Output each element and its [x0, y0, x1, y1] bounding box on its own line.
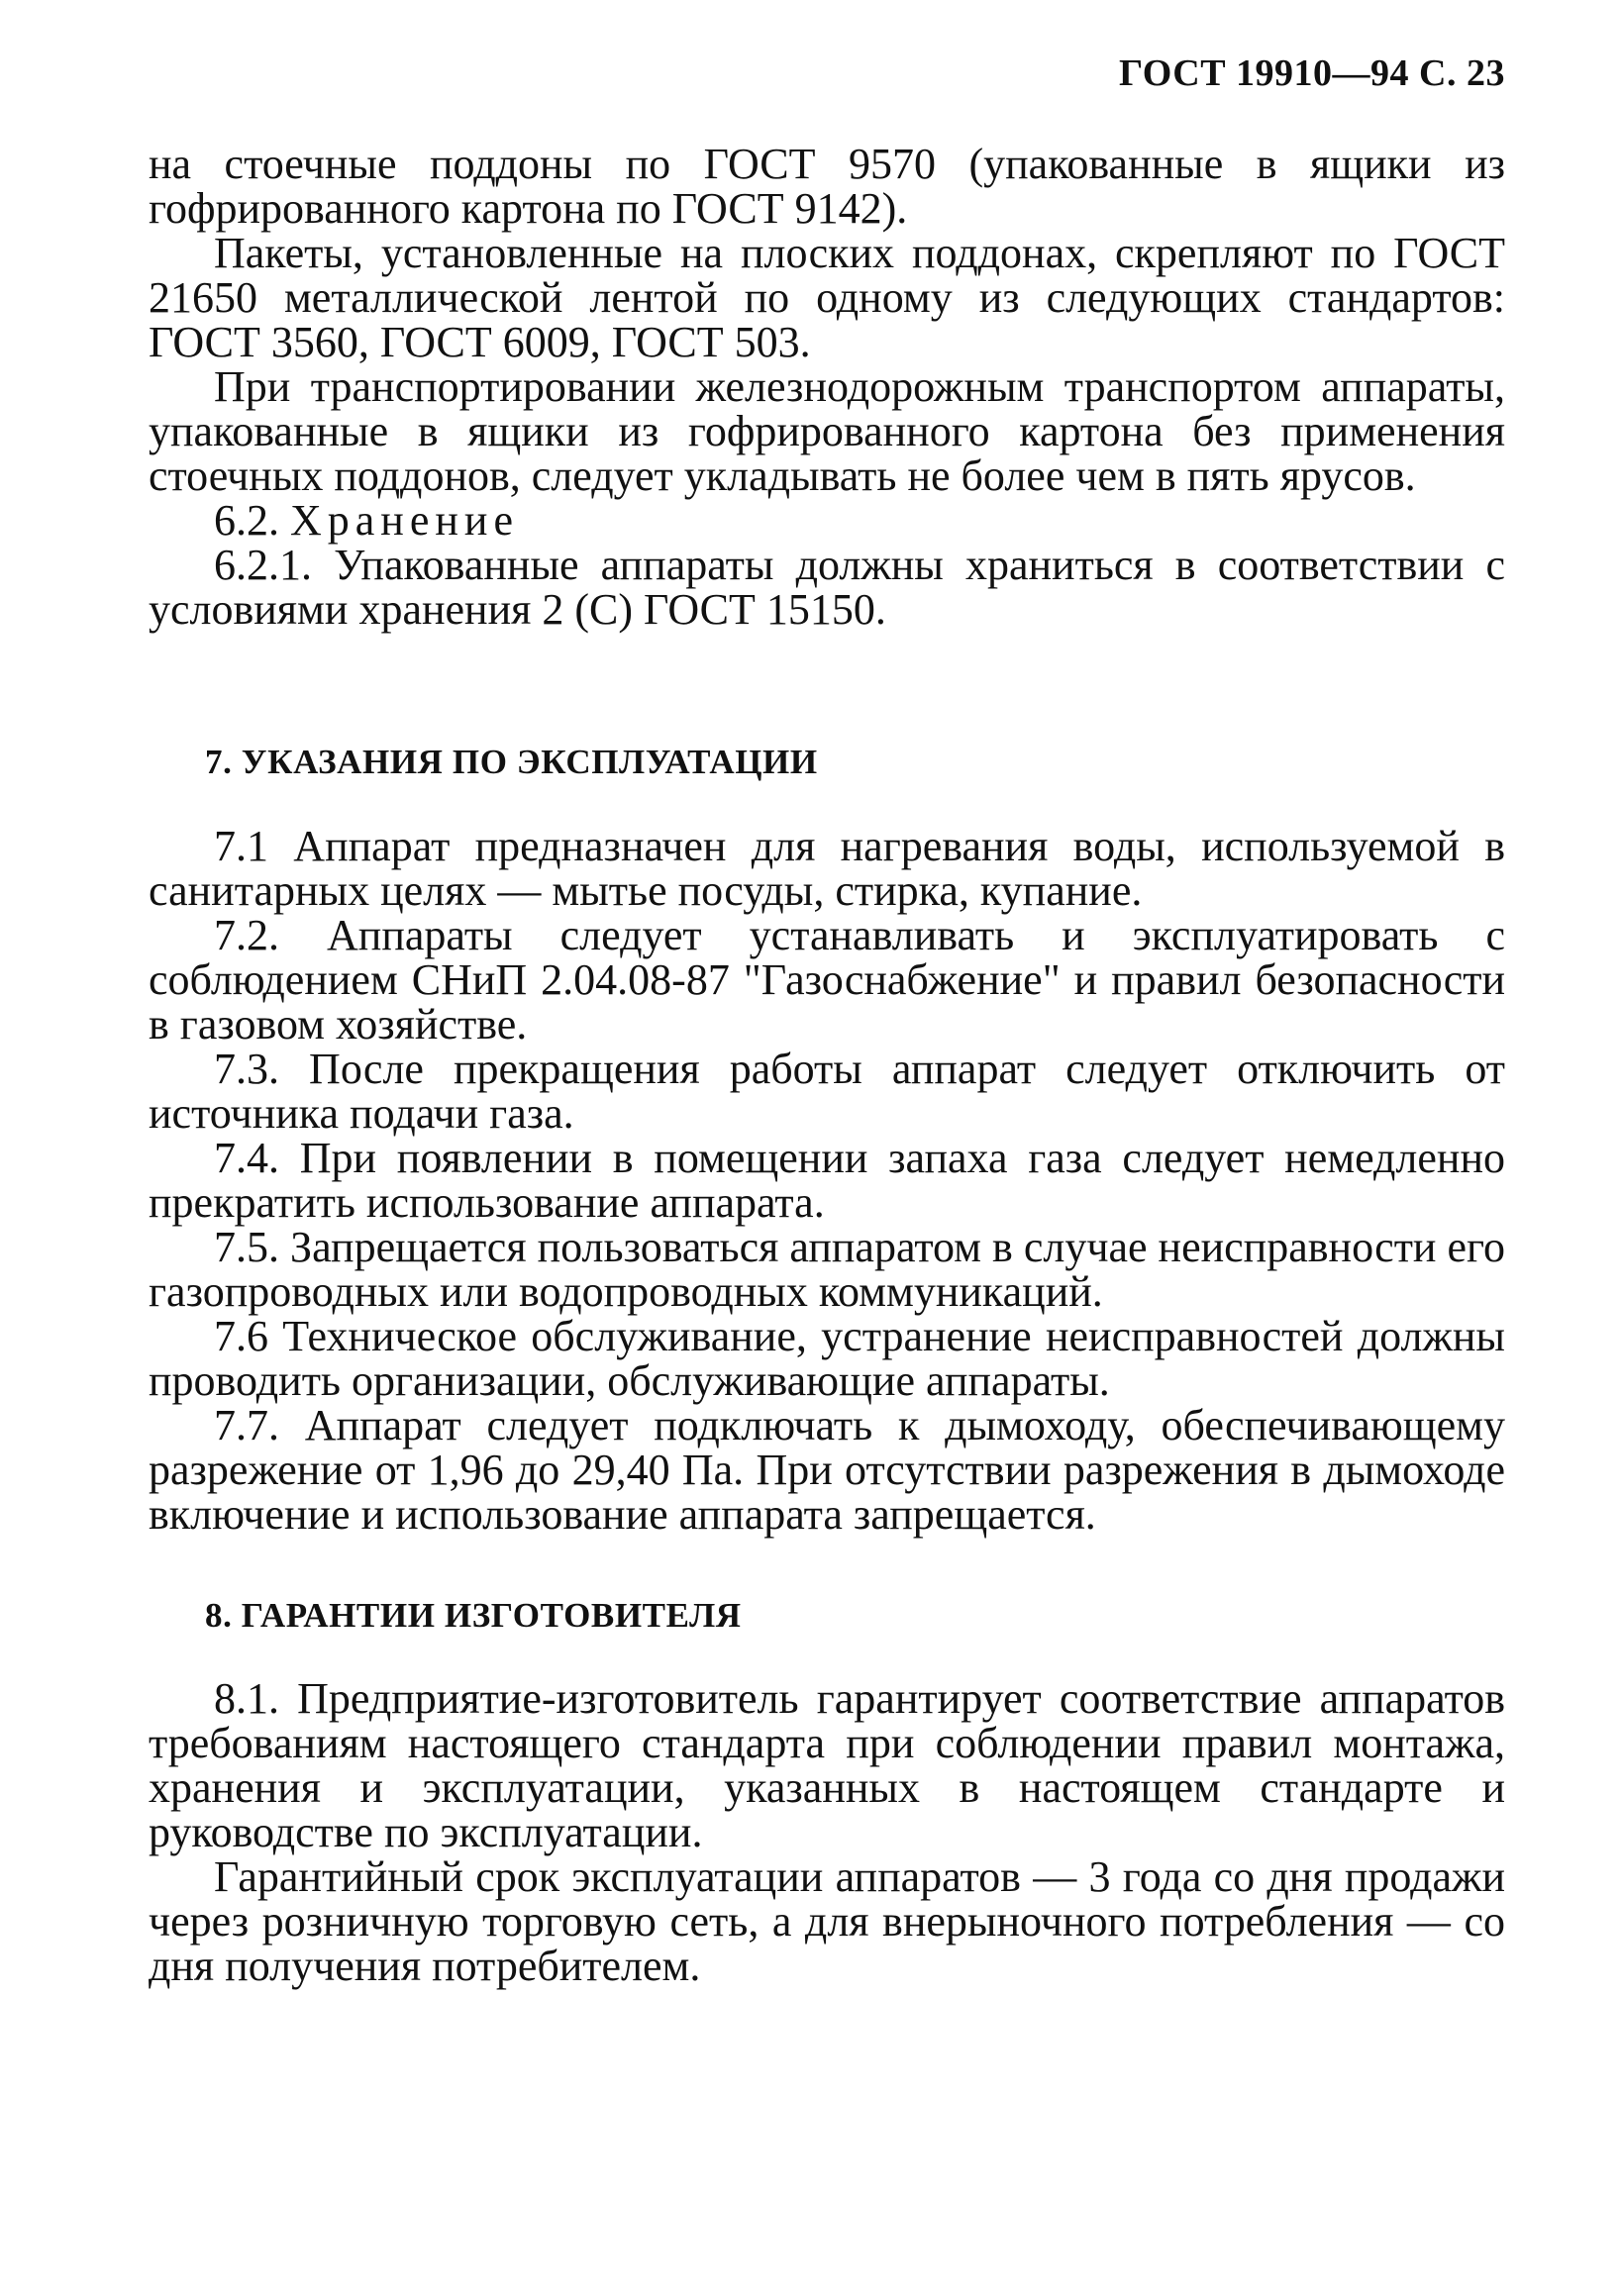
block-packaging	[149, 142, 1505, 632]
paragraph-7-4: 7.4. При появлении в помещении запаха газа следует немедленно прекратить использование аппарата.	[149, 1134, 1505, 1227]
running-head: ГОСТ 19910—94 С. 23	[1119, 52, 1505, 94]
subsection-6-2-heading	[149, 498, 1505, 543]
section-7-heading: 7. УКАЗАНИЯ ПО ЭКСПЛУАТАЦИИ	[205, 743, 818, 781]
paragraph-7-3: 7.3. После прекращения работы аппарат следует отключить от источника подачи газа.	[149, 1045, 1505, 1138]
paragraph-7-1: 7.1 Аппарат предназначен для нагревания воды, используемой в санитарных целях — мытье посуды, стирка, купание.	[149, 822, 1505, 915]
paragraph-warranty-term: Гарантийный срок эксплуатации аппаратов — 3 года со дня продажи через розничную торговую сеть, а для внерыночного потребления — со дня получения потребителем.	[149, 1852, 1505, 1990]
paragraph-8-1: 8.1. Предприятие-изготовитель гарантирует соответствие аппаратов требованиям настоящего стандарта при соблюдении правил монтажа, хранения и эксплуатации, указанных в настоящем стандарте и руководстве по эксплуатации.	[149, 1674, 1505, 1856]
paragraph-packets: Пакеты, установленные на плоских поддонах, скрепляют по ГОСТ 21650 металлической лентой по одному из следующих стандартов: ГОСТ 3560, ГОСТ 6009, ГОСТ 503.	[149, 229, 1505, 366]
paragraph-7-2: 7.2. Аппараты следует устанавливать и эксплуатировать с соблюдением СНиП 2.04.08-87 "Газоснабжение" и правил безопасности в газовом хозяйстве.	[149, 911, 1505, 1048]
subsection-6-2-number: 6.2.	[214, 496, 279, 545]
section-8-heading: 8. ГАРАНТИИ ИЗГОТОВИТЕЛЯ	[205, 1596, 742, 1635]
subsection-6-2-title: Хранение	[290, 496, 520, 545]
paragraph-continuation: на стоечные поддоны по ГОСТ 9570 (упакованные в ящики из гофрированного картона по ГОСТ 9142).	[149, 140, 1505, 233]
section-7-body	[149, 824, 1505, 1537]
paragraph-rail-transport: При транспортировании железнодорожным транспортом аппараты, упакованные в ящики из гофрированного картона без применения стоечных поддонов, следует укладывать не более чем в пять ярусов.	[149, 362, 1505, 500]
paragraph-7-6: 7.6 Техническое обслуживание, устранение неисправностей должны проводить организации, обслуживающие аппараты.	[149, 1312, 1505, 1405]
paragraph-7-7: 7.7. Аппарат следует подключать к дымоходу, обеспечивающему разрежение от 1,96 до 29,40 Па. При отсутствии разрежения в дымоходе включение и использование аппарата запрещается.	[149, 1401, 1505, 1539]
paragraph-7-5: 7.5. Запрещается пользоваться аппаратом в случае неисправности его газопроводных или водопроводных коммуникаций.	[149, 1223, 1505, 1316]
section-8-body	[149, 1676, 1505, 1988]
paragraph-6-2-1: 6.2.1. Упакованные аппараты должны храниться в соответствии с условиями хранения 2 (С) ГОСТ 15150.	[149, 541, 1505, 634]
